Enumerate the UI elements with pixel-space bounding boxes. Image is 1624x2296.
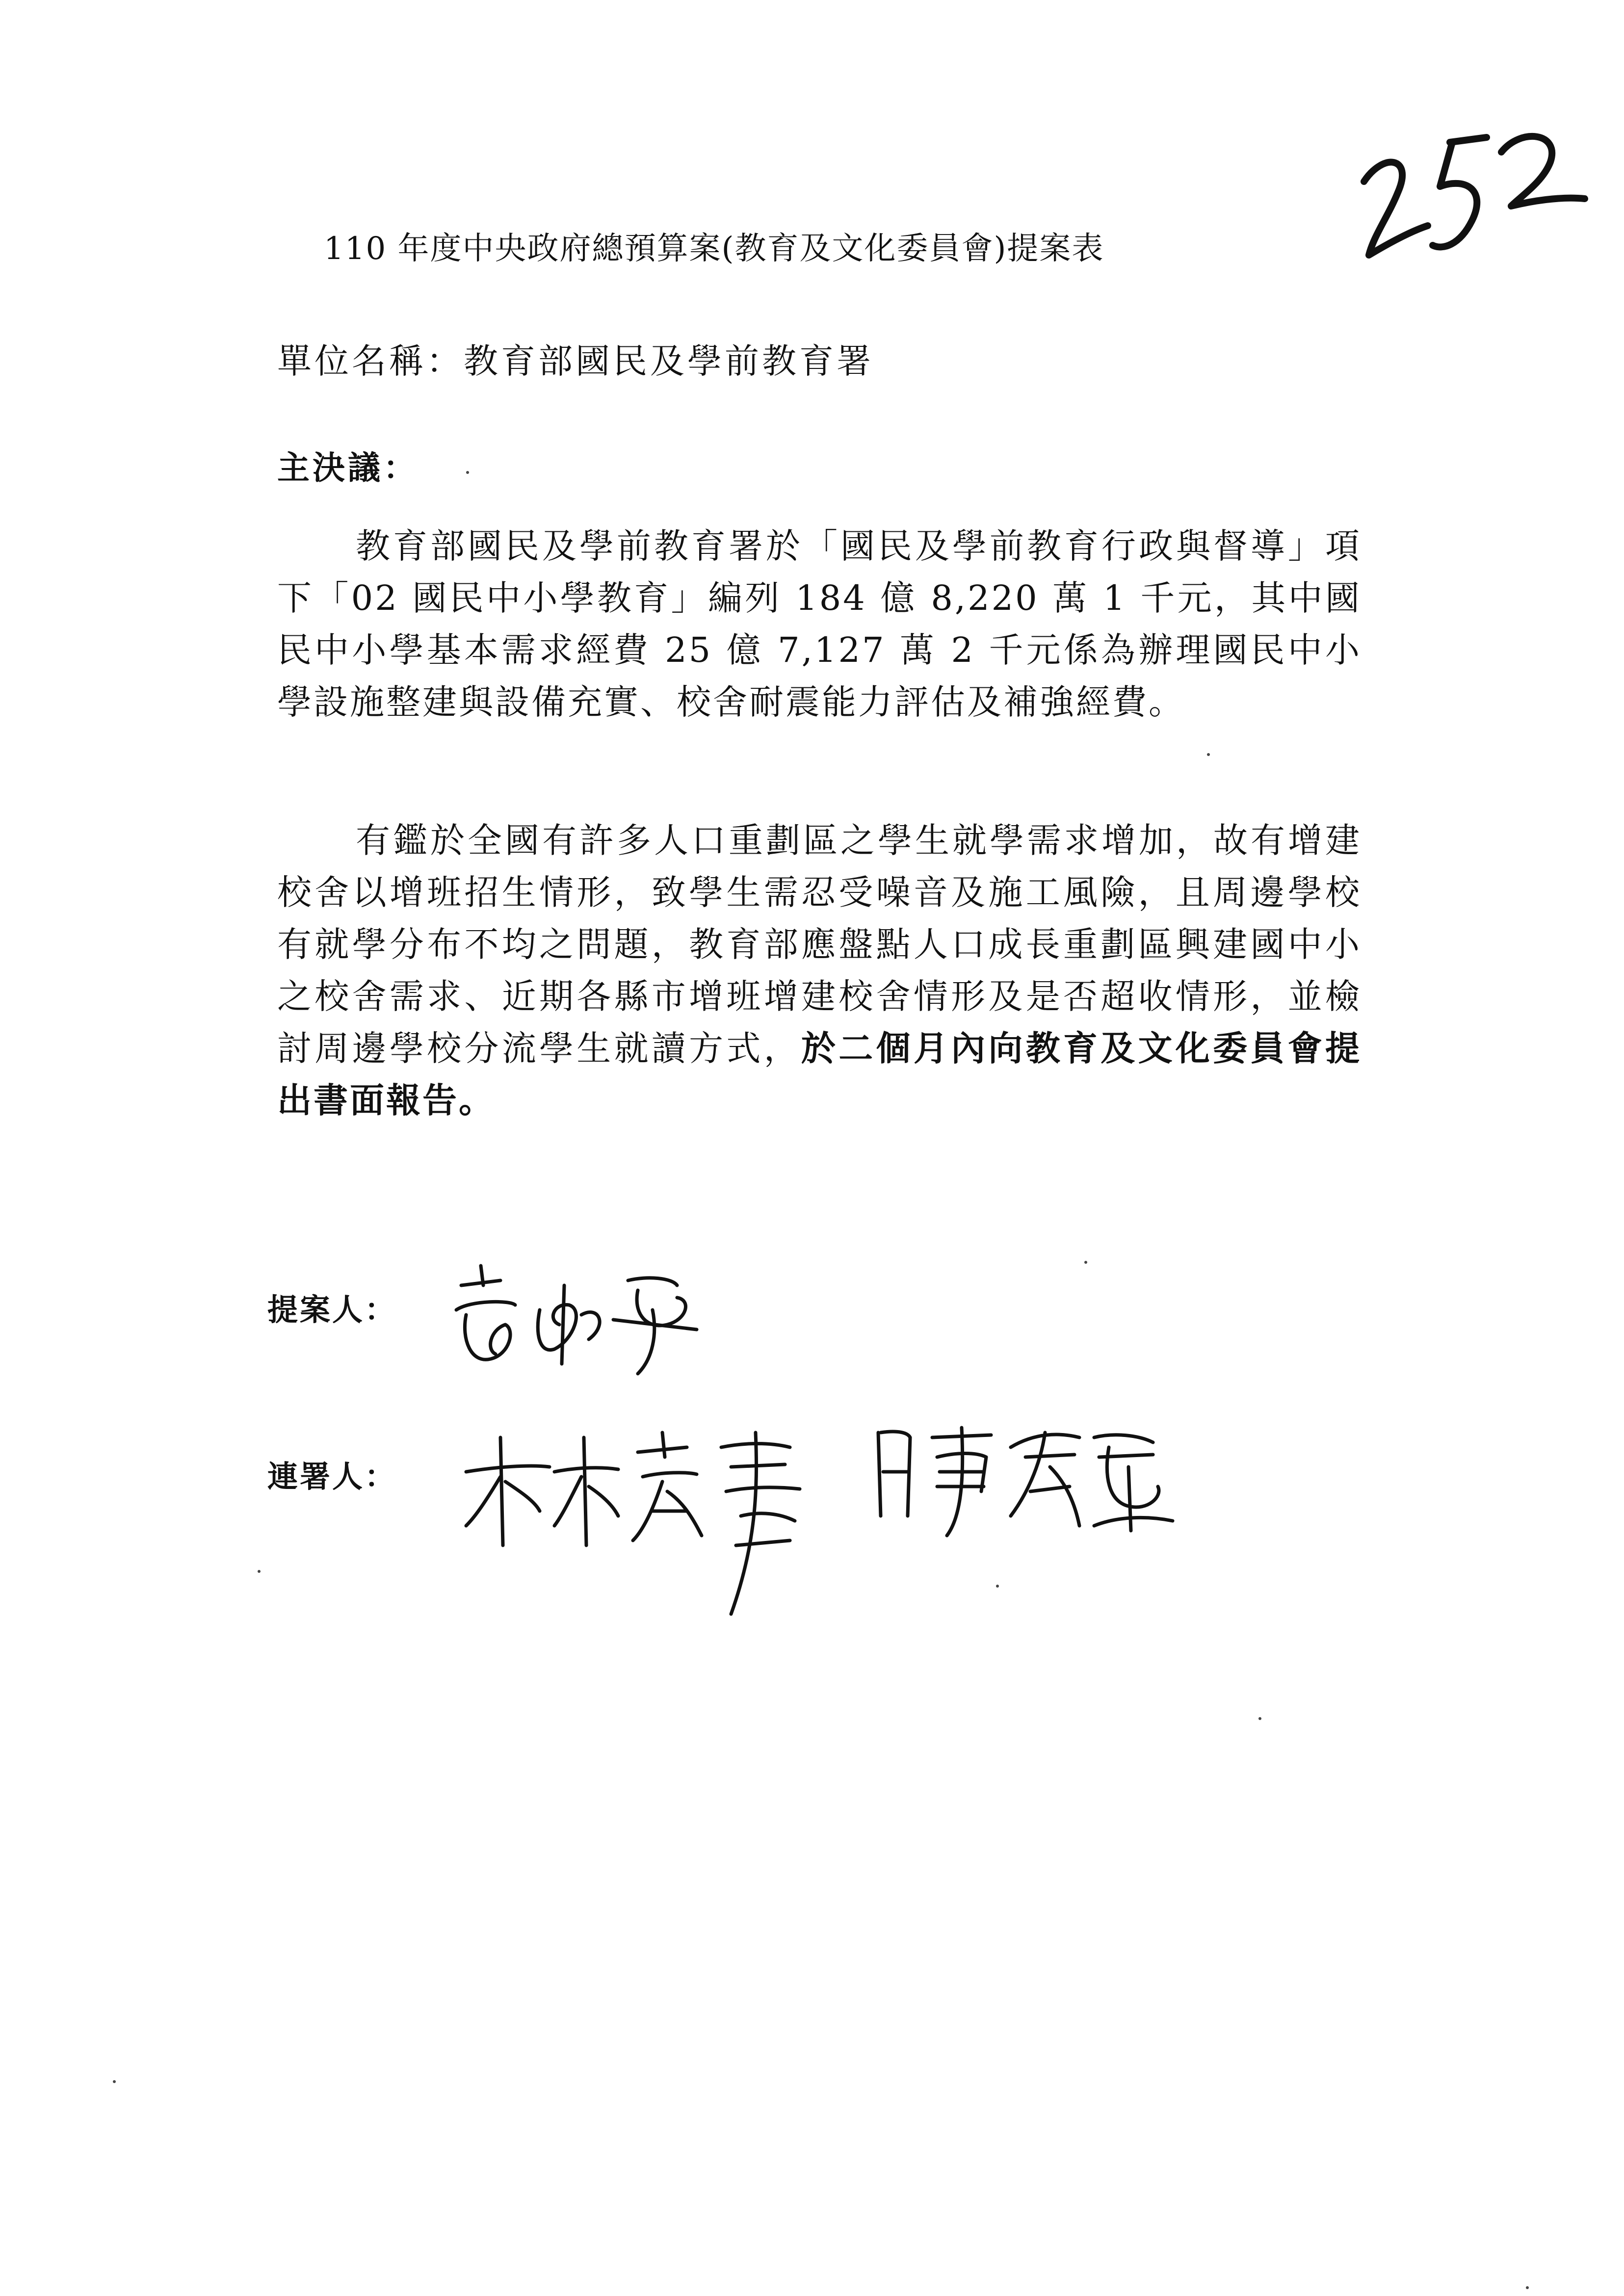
cosigner-signature-1 [456,1418,810,1624]
scan-speck [996,1585,999,1588]
cosigner-signature-2 [864,1418,1178,1545]
scan-speck [1084,1261,1087,1264]
proposer-signature [442,1256,716,1383]
resolution-paragraph-2-bold: 於二個月內向教育及文化委員會提出書面報告。 [277,1028,1362,1121]
unit-value: 教育部國民及學前教育署 [464,341,874,381]
resolution-paragraph-1: 教育部國民及學前教育署於「國民及學前教育行政與督導」項下「02 國民中小學教育」編列 184 億 8,220 萬 1 千元，其中國民中小學基本需求經費 25 億 7,127 萬 2 千元係為辦理國民中小學設施整建與設備充實、校舍耐震能力評估及補強經費。 [277,526,1362,722]
scan-speck [113,2080,116,2083]
proposer-label: 提案人： [267,1292,397,1328]
resolution-paragraph-2-text: 有鑑於全國有許多人口重劃區之學生就學需求增加，故有增建校舍以增班招生情形，致學生需忍受噪音及施工風險，且周邊學校有就學分布不均之問題，教育部應盤點人口成長重劃區興建國中小之校舍需求、近期各縣市增班增建校舍情形及是否超收情形，並檢討周邊學校分流學生就讀方式， [277,820,1362,1069]
scan-speck [1258,1717,1261,1720]
unit-line [277,334,874,383]
unit-label: 單位名稱： [277,341,464,381]
scan-speck [466,471,469,474]
resolution-paragraph-2 [277,814,1362,1126]
scan-speck [1207,753,1210,756]
scan-speck [258,1570,261,1573]
main-resolution-heading: 主決議： [277,449,419,487]
document-title: 110 年度中央政府總預算案(教育及文化委員會)提案表 [324,231,1104,267]
scan-speck [1526,2286,1529,2289]
cosigner-label: 連署人： [267,1459,397,1494]
handwritten-page-number [1354,123,1590,270]
